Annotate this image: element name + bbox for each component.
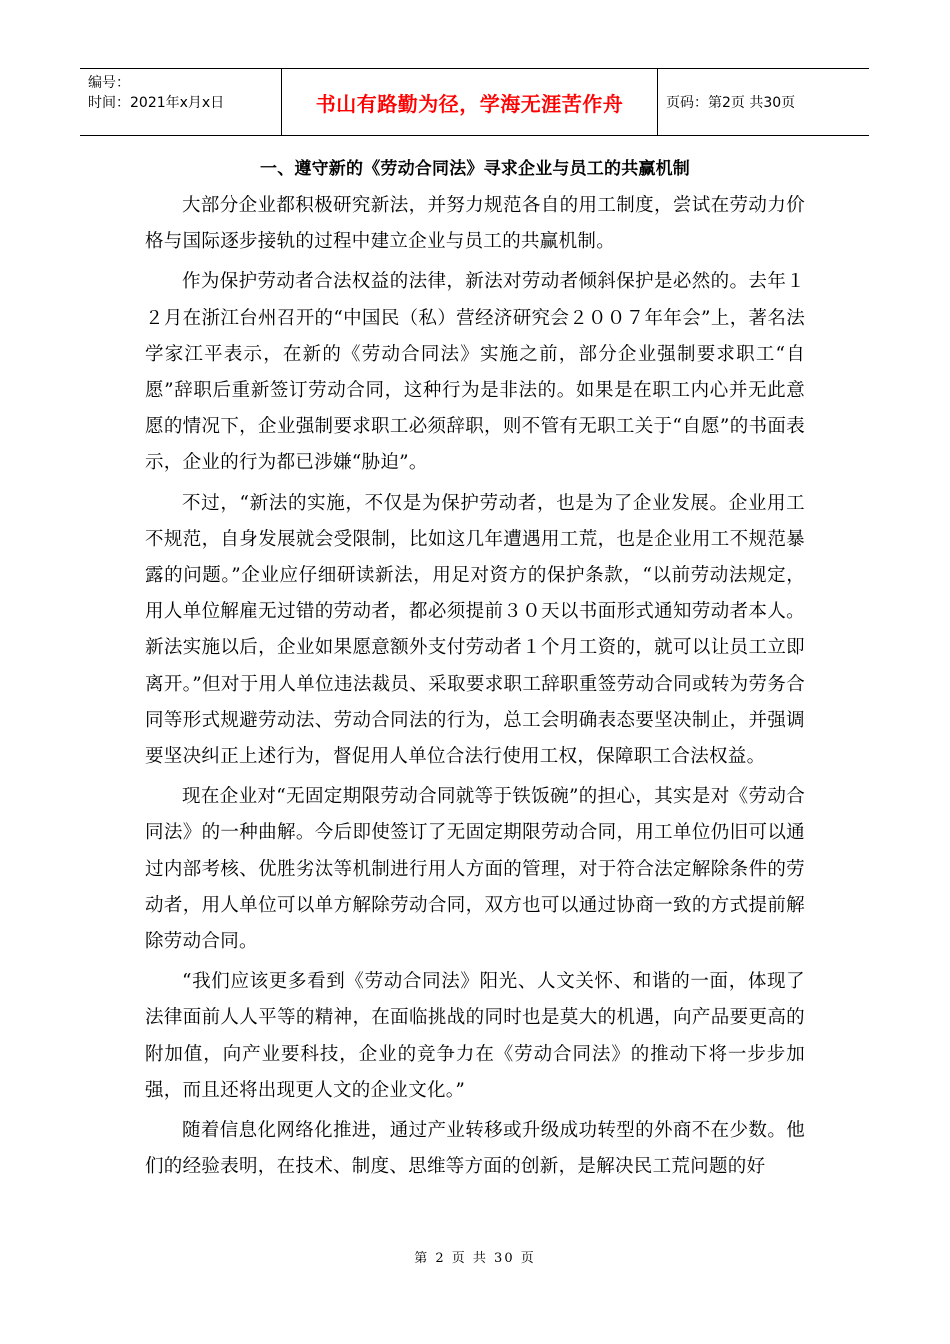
document-time-label: 时间：2021年x月x日	[88, 95, 225, 111]
header-motto: 书山有路勤为径，学海无涯苦作舟	[315, 91, 624, 116]
page-footer: 第 2 页 共 30 页	[414, 1251, 536, 1266]
document-number-label: 编号：	[88, 75, 130, 91]
header-page-cell	[658, 69, 869, 135]
section-heading: 一、遵守新的《劳动合同法》寻求企业与员工的共赢机制	[260, 159, 690, 179]
header-page-info: 页码：第2页 共30页	[666, 95, 796, 111]
paragraph: 现在企业对“无固定期限劳动合同就等于铁饭碗”的担心，其实是对《劳动合同法》的一种曲解。今后即使签订了无固定期限劳动合同，用工单位仍旧可以通过内部考核、优胜劣汰等机制进行用人方面的管理，对于符合法定解除条件的劳动者，用人单位可以单方解除劳动合同，双方也可以通过协商一致的方式提前解除劳动合同。	[145, 786, 805, 953]
paragraph: 不过，“新法的实施，不仅是为保护劳动者，也是为了企业发展。企业用工不规范，自身发展就会受限制，比如这几年遭遇用工荒，也是企业用工不规范暴露的问题。”企业应仔细研读新法，用足对资方的保护条款，“以前劳动法规定，用人单位解雇无过错的劳动者，都必须提前３０天以书面形式通知劳动者本人。新法实施以后，企业如果愿意额外支付劳动者１个月工资的，就可以让员工立即离开。”但对于用人单位违法裁员、采取要求职工辞职重签劳动合同或转为劳务合同等形式规避劳动法、劳动合同法的行为，总工会明确表态要坚决制止，并强调要坚决纠正上述行为，督促用人单位合法行使用工权，保障职工合法权益。	[145, 492, 805, 768]
paragraph: “我们应该更多看到《劳动合同法》阳光、人文关怀、和谐的一面，体现了法律面前人人平等的精神，在面临挑战的同时也是莫大的机遇，向产品要更高的附加值，向产业要科技，企业的竞争力在《劳动合同法》的推动下将一步步加强，而且还将出现更人文的企业文化。”	[145, 971, 805, 1101]
page-header	[80, 68, 869, 136]
header-motto-cell	[282, 69, 658, 135]
paragraph: 大部分企业都积极研究新法，并努力规范各自的用工制度，尝试在劳动力价格与国际逐步接轨的过程中建立企业与员工的共赢机制。	[145, 195, 805, 253]
document-body	[145, 155, 805, 1189]
paragraph: 随着信息化网络化推进，通过产业转移或升级成功转型的外商不在少数。他们的经验表明，在技术、制度、思维等方面的创新，是解决民工荒问题的好	[145, 1120, 805, 1178]
paragraph: 作为保护劳动者合法权益的法律，新法对劳动者倾斜保护是必然的。去年１２月在浙江台州召开的“中国民（私）营经济研究会２００７年年会”上，著名法学家江平表示，在新的《劳动合同法》实施之前，部分企业强制要求职工“自愿”辞职后重新签订劳动合同，这种行为是非法的。如果是在职工内心并无此意愿的情况下，企业强制要求职工必须辞职，则不管有无职工关于“自愿”的书面表示，企业的行为都已涉嫌“胁迫”。	[145, 271, 805, 474]
header-meta-cell	[80, 69, 282, 135]
